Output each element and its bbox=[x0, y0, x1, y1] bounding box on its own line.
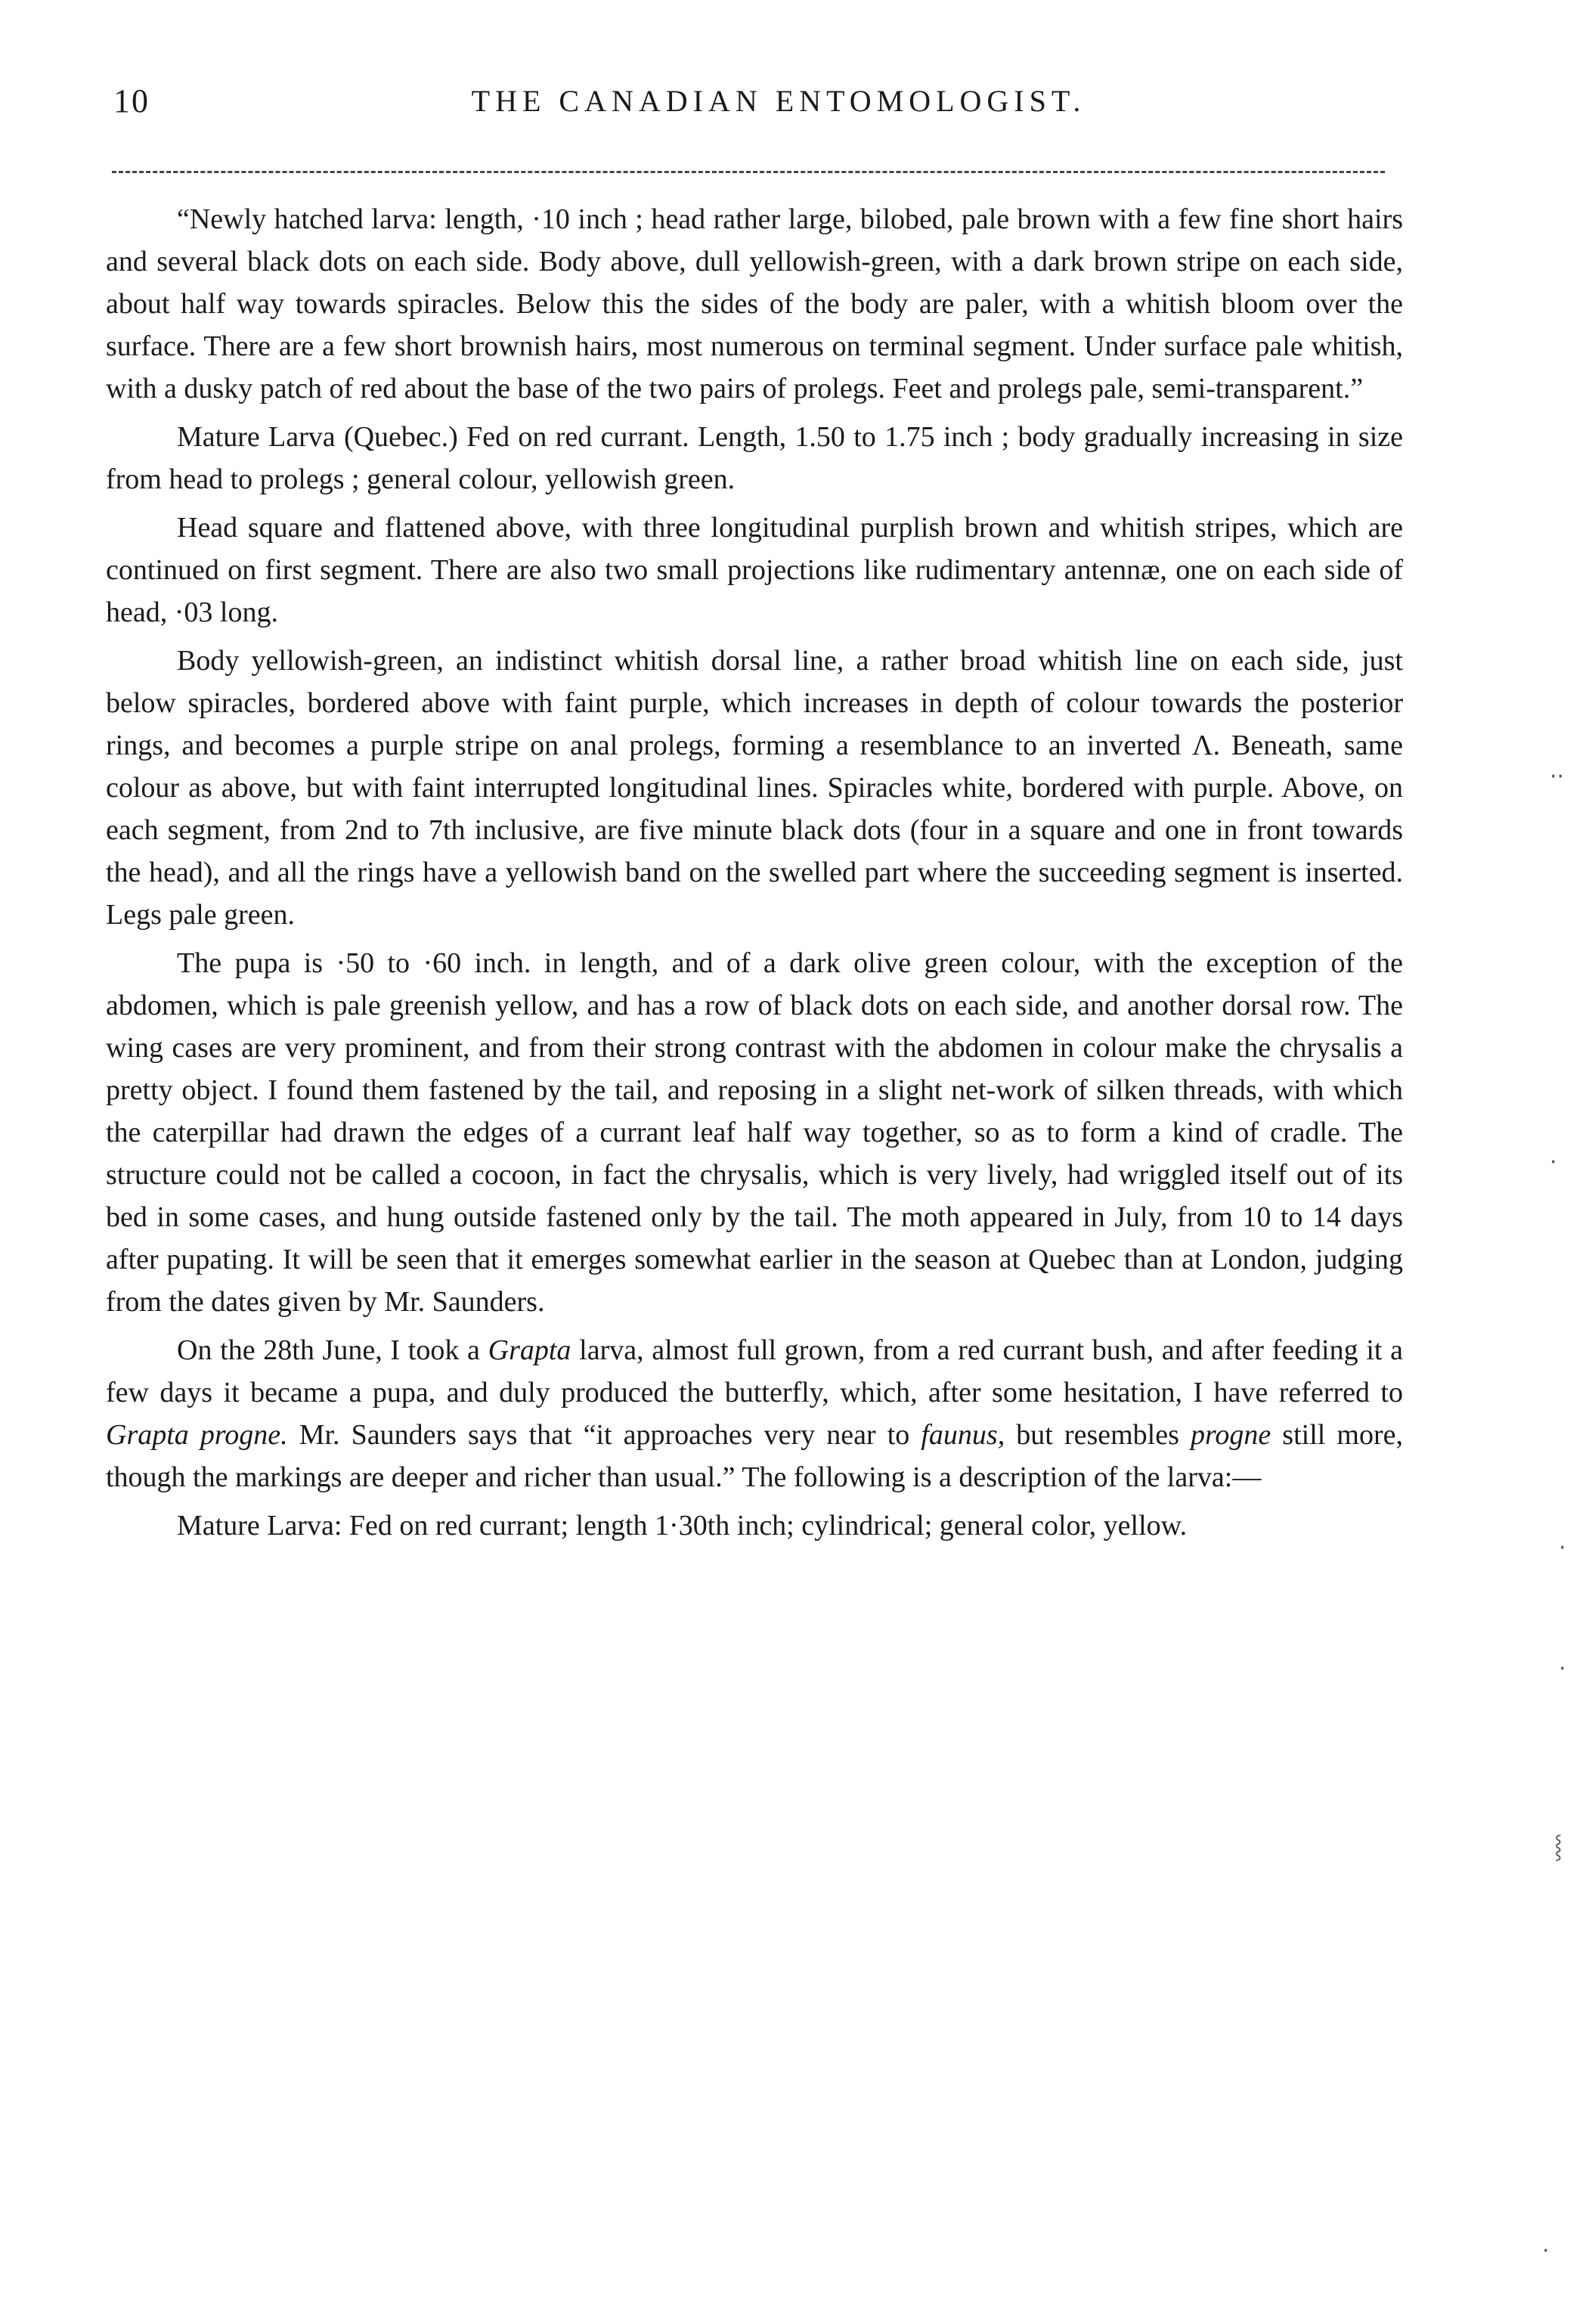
text-run: Body yellowish-green, an indistinct whitish dorsal line, a rather broad whitish line on each side, just below spiracles, bordered above with faint purple, which increases in depth of colour towards the posterior rings, and becomes a purple stripe on anal prolegs, forming a resemblance to an inverted Λ. Beneath, same colour as above, but with faint interrupted longitudinal lines. Spiracles white, bordered with purple. Above, on each segment, from 2nd to 7th inclusive, are five minute black dots (four in a square and one in front towards the head), and all the rings have a yellowish band on the swelled part where the succeeding segment is inserted. Legs pale green. bbox=[106, 645, 1403, 931]
page-number: 10 bbox=[113, 82, 150, 119]
text-run: still more, though the markings are deeper and richer than usual.” The following is a description of the larva:— bbox=[106, 1419, 1403, 1493]
running-title: THE CANADIAN ENTOMOLOGIST. bbox=[471, 84, 1086, 118]
page-header bbox=[106, 82, 1406, 127]
italic-text: faunus, bbox=[921, 1419, 1005, 1451]
text-run: On the 28th June, I took a bbox=[177, 1334, 488, 1366]
header-rule bbox=[112, 171, 1385, 173]
italic-text: progne bbox=[1190, 1419, 1271, 1451]
text-run: Mature Larva (Quebec.) Fed on red currant. Length, 1.50 to 1.75 inch ; body gradually increasing in size from head to prolegs ; general colour, yellowish green. bbox=[106, 421, 1403, 495]
margin-speck: · bbox=[1550, 1149, 1557, 1176]
text-run: Head square and flattened above, with three longitudinal purplish brown and whitish stripes, which are continued on first segment. There are also two small projections like rudimentary antennæ, one on each side of head, ·03 long. bbox=[106, 512, 1403, 628]
paragraph bbox=[106, 507, 1403, 634]
text-run: Mr. Saunders says that “it approaches very near to bbox=[287, 1419, 921, 1451]
margin-speck: · bbox=[1542, 2238, 1550, 2264]
paragraph bbox=[106, 416, 1403, 500]
text-run: larva, almost full grown, from a red currant bush, and after feeding it a few days it became a pupa, and duly produced the butterfly, which, after some hesitation, I have referred to bbox=[106, 1334, 1404, 1408]
paragraph bbox=[106, 640, 1403, 936]
paragraph bbox=[106, 1329, 1403, 1498]
paragraph bbox=[106, 1504, 1403, 1547]
italic-text: Grapta progne. bbox=[106, 1419, 288, 1451]
paragraph bbox=[106, 198, 1403, 410]
text-run: “Newly hatched larva: length, ·10 inch ; head rather large, bilobed, pale brown with a few fine short hairs and several black dots on each side. Body above, dull yellowish-green, with a dark brown stripe on each side, about half way towards spiracles. Below this the sides of the body are paler, with a whitish bloom over the surface. There are a few short brownish hairs, most numerous on terminal segment. Under surface pale whitish, with a dusky patch of red about the base of the two pairs of prolegs. Feet and prolegs pale, semi-transparent.” bbox=[106, 203, 1403, 404]
text-run: The pupa is ·50 to ·60 inch. in length, and of a dark olive green colour, with the exception of the abdomen, which is pale greenish yellow, and has a row of black dots on each side, and another dorsal row. The wing cases are very prominent, and from their strong contrast with the abdomen in colour make the chrysalis a pretty object. I found them fastened by the tail, and reposing in a slight net-work of silken threads, with which the caterpillar had drawn the edges of a currant leaf half way together, so as to form a kind of cradle. The structure could not be called a cocoon, in fact the chrysalis, which is very lively, had wriggled itself out of its bed in some cases, and hung outside fastened only by the tail. The moth appeared in July, from 10 to 14 days after pupating. It will be seen that it emerges somewhat earlier in the season at Quebec than at London, judging from the dates given by Mr. Saunders. bbox=[106, 947, 1403, 1318]
text-run: but resembles bbox=[1005, 1419, 1191, 1451]
text-run: Mature Larva: Fed on red currant; length 1·30th inch; cylindrical; general color, yellow. bbox=[177, 1510, 1188, 1542]
margin-speck: ·· bbox=[1550, 764, 1565, 790]
italic-text: Grapta bbox=[488, 1334, 571, 1366]
margin-speck: · bbox=[1559, 1656, 1566, 1682]
paragraph bbox=[106, 942, 1403, 1323]
margin-speck: ⸾ bbox=[1554, 1833, 1563, 1860]
margin-speck: · bbox=[1559, 1535, 1566, 1561]
article-body bbox=[106, 198, 1403, 1547]
